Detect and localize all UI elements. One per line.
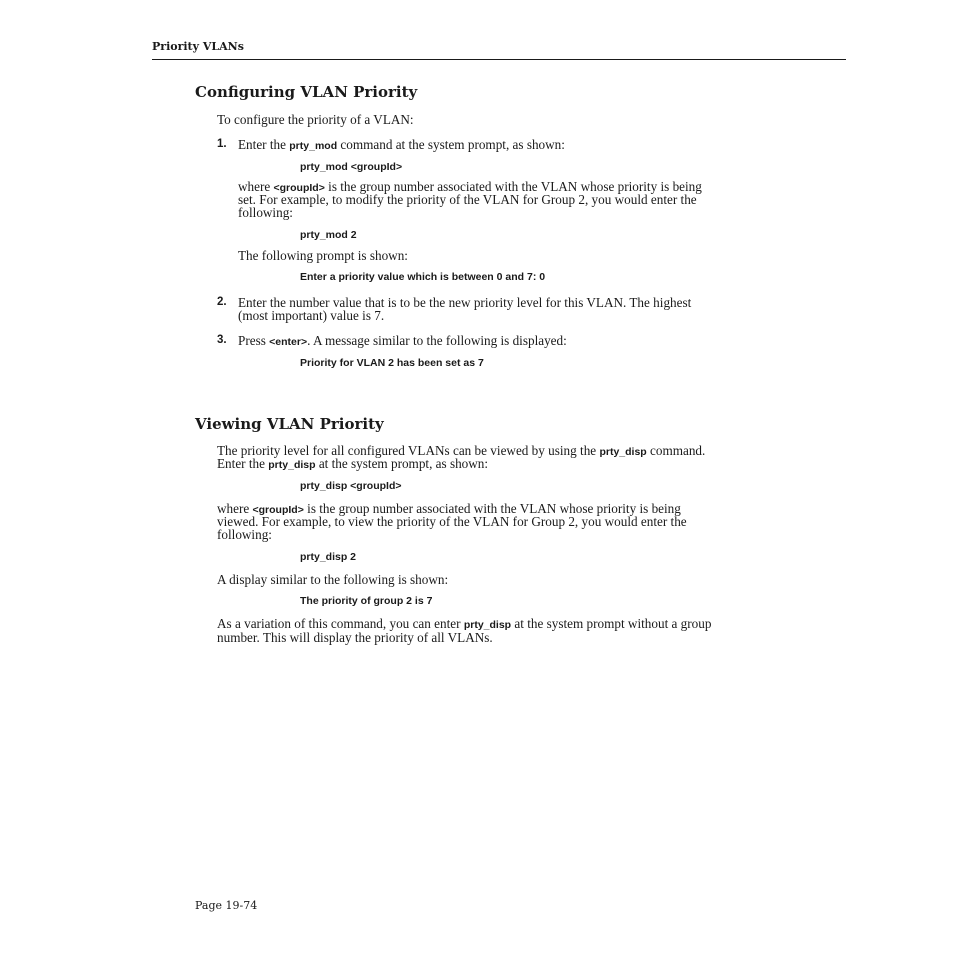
where-pre: where bbox=[217, 501, 253, 516]
where-text: is the group number associated with the VLAN whose priority is being bbox=[324, 179, 702, 194]
where-line-2: viewed. For example, to view the priority of the VLAN for Group 2, you would enter the bbox=[217, 514, 687, 529]
step-3-post: . A message similar to the following is displayed: bbox=[307, 333, 567, 348]
step-2-line-1: Enter the number value that is to be the new priority level for this VLAN. The highest bbox=[238, 295, 692, 310]
viewing-pre: The priority level for all configured VLANs can be viewed by using the bbox=[217, 443, 600, 458]
inline-argument: <groupId> bbox=[252, 504, 304, 516]
code-line: The priority of group 2 is 7 bbox=[300, 595, 433, 607]
where-line-3: following: bbox=[217, 527, 272, 542]
variation-pre: As a variation of this command, you can enter bbox=[217, 616, 464, 631]
where-line-3: following: bbox=[238, 205, 293, 220]
code-line: prty_disp <groupId> bbox=[300, 480, 402, 492]
inline-command: prty_disp bbox=[268, 459, 316, 471]
step-1-pre: Enter the bbox=[238, 137, 290, 152]
step-1-text bbox=[238, 138, 565, 153]
code-line: Enter a priority value which is between 0 and 7: 0 bbox=[300, 271, 546, 283]
step-number-1: 1. bbox=[217, 138, 227, 150]
step-3-text bbox=[238, 334, 567, 349]
inline-argument: <groupId> bbox=[273, 182, 325, 194]
viewing-pre: Enter the bbox=[217, 456, 269, 471]
step-2-line-2: (most important) value is 7. bbox=[238, 308, 385, 323]
variation-post: at the system prompt without a group bbox=[511, 616, 712, 631]
running-header-title: Priority VLANs bbox=[152, 40, 244, 53]
viewing-post: at the system prompt, as shown: bbox=[315, 456, 489, 471]
code-line: prty_mod 2 bbox=[300, 229, 357, 241]
page-number: Page 19-74 bbox=[195, 899, 258, 912]
display-text: A display similar to the following is shown: bbox=[217, 572, 449, 587]
inline-command: prty_disp bbox=[463, 619, 512, 631]
following-prompt-text: The following prompt is shown: bbox=[238, 248, 408, 263]
step-number-2: 2. bbox=[217, 296, 227, 308]
where-text: is the group number associated with the VLAN whose priority is being bbox=[303, 501, 681, 516]
viewing-post: command. bbox=[646, 443, 706, 458]
section-heading-viewing: Viewing VLAN Priority bbox=[195, 415, 384, 433]
where-line-2: set. For example, to modify the priority of the VLAN for Group 2, you would enter the bbox=[238, 192, 697, 207]
step-3-pre: Press bbox=[238, 333, 270, 348]
viewing-para-line-2 bbox=[217, 457, 488, 472]
header-rule bbox=[152, 59, 846, 60]
step-1-post: command at the system prompt, as shown: bbox=[337, 137, 565, 152]
inline-command: prty_mod bbox=[289, 140, 338, 152]
intro-text: To configure the priority of a VLAN: bbox=[217, 112, 414, 127]
variation-line-2: number. This will display the priority of all VLANs. bbox=[217, 630, 493, 645]
code-line: Priority for VLAN 2 has been set as 7 bbox=[300, 357, 484, 369]
inline-key: <enter> bbox=[269, 336, 308, 348]
code-line: prty_mod <groupId> bbox=[300, 161, 403, 173]
step-number-3: 3. bbox=[217, 334, 227, 346]
inline-command: prty_disp bbox=[599, 446, 647, 458]
where-pre: where bbox=[238, 179, 274, 194]
code-line: prty_disp 2 bbox=[300, 551, 357, 563]
section-heading-configuring: Configuring VLAN Priority bbox=[195, 83, 418, 101]
